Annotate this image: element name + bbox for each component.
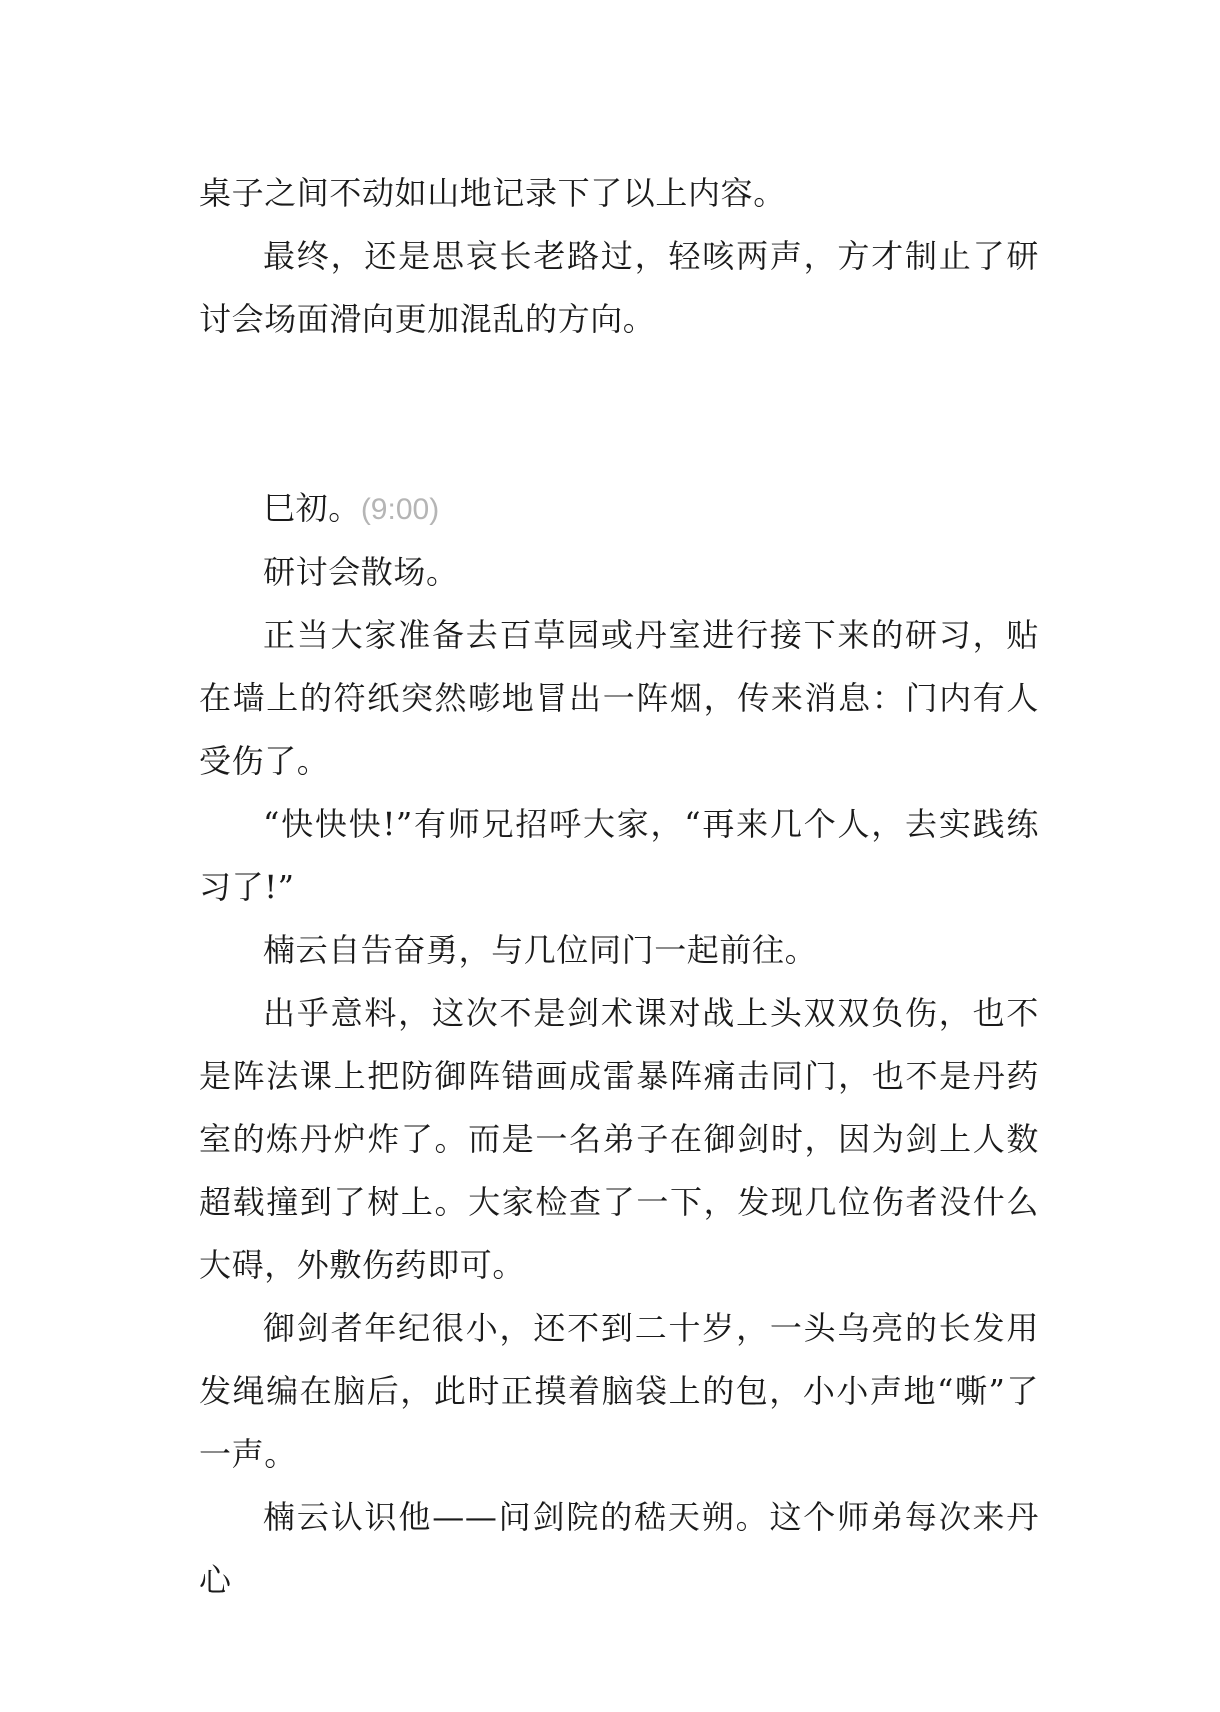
paragraph: 楠云自告奋勇，与几位同门一起前往。: [263, 931, 818, 969]
paragraph: 正当大家准备去百草园或丹室进行接下来的研习，贴在墙上的符纸突然嘭地冒出一阵烟，传来消息：门内有人受伤了。: [199, 616, 1039, 780]
time-heading: [199, 477, 1039, 541]
paragraph-continuation: 桌子之间不动如山地记录下了以上内容。: [199, 174, 786, 212]
paragraph-elder-intervenes: 最终，还是思哀长老路过，轻咳两声，方才制止了研讨会场面滑向更加混乱的方向。: [199, 237, 1039, 338]
paragraph: 楠云认识他——问剑院的嵇天朔。这个师弟每次来丹心: [199, 1498, 1039, 1599]
paragraph: 出乎意料，这次不是剑术课对战上头双双负伤，也不是阵法课上把防御阵错画成雷暴阵痛击同门，也不是丹药室的炼丹炉炸了。而是一名弟子在御剑时，因为剑上人数超载撞到了树上。大家检查了一下，发现几位伤者没什么大碍，外敷伤药即可。: [199, 994, 1039, 1284]
paragraph: 御剑者年纪很小，还不到二十岁，一头乌亮的长发用发绳编在脑后，此时正摸着脑袋上的包，小小声地“嘶”了一声。: [199, 1309, 1039, 1473]
section-break: [199, 351, 1039, 477]
paragraph-dialogue: “快快快!”有师兄招呼大家，“再来几个人，去实践练习了!”: [199, 805, 1039, 906]
paragraph: 研讨会散场。: [263, 553, 459, 591]
time-heading-text: 巳初。: [263, 489, 361, 527]
time-heading-note: (9:00): [360, 493, 440, 526]
text-column: [199, 162, 1039, 1612]
